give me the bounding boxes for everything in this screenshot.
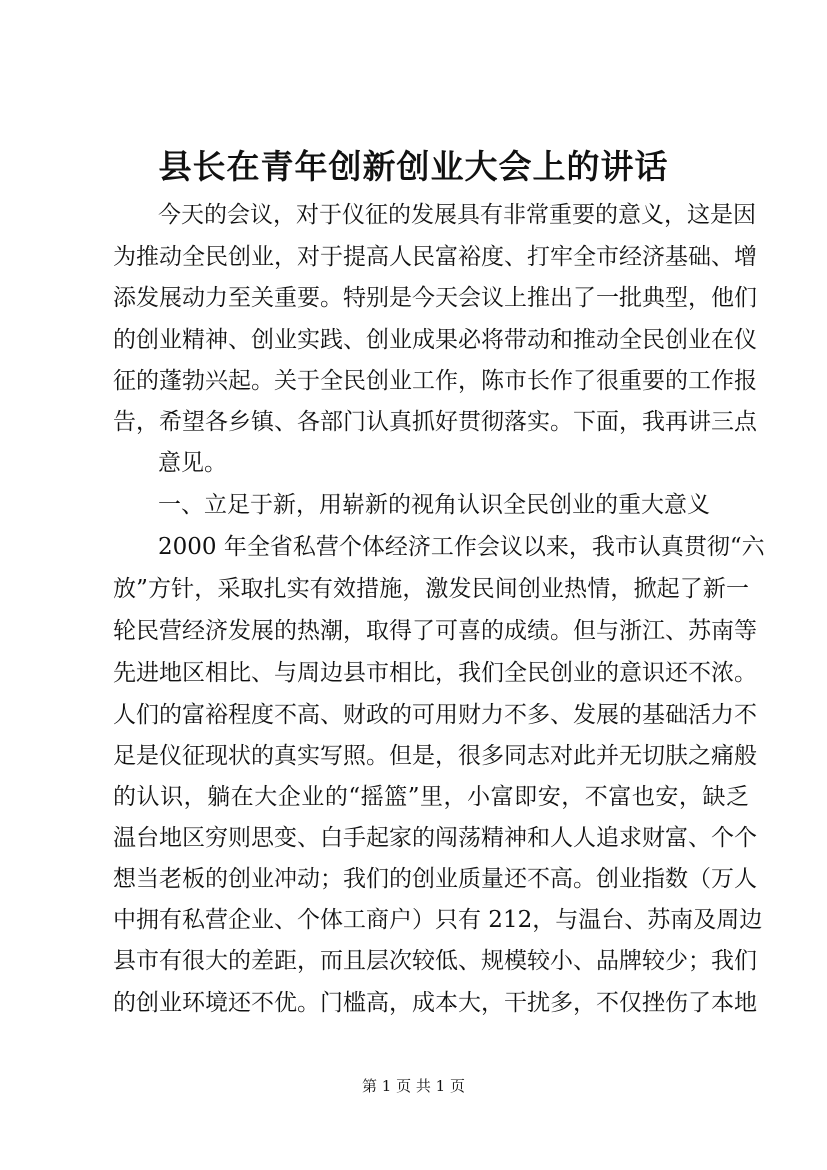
paragraph-line: 告，希望各乡镇、各部门认真抓好贯彻落实。下面，我再讲三点: [113, 409, 757, 435]
paragraph-line: 为推动全民创业，对于提高人民富裕度、打牢全市经济基础、增: [113, 244, 757, 270]
section-heading: 一、立足于新，用崭新的视角认识全民创业的重大意义: [158, 492, 710, 518]
paragraph-line: 征的蓬勃兴起。关于全民创业工作，陈市长作了很重要的工作报: [113, 368, 757, 394]
document-title: 县长在青年创新创业大会上的讲话: [158, 147, 669, 186]
paragraph-line: 足是仪征现状的真实写照。但是，很多同志对此并无切肤之痛般: [113, 743, 757, 769]
paragraph-line: 的认识，躺在大企业的“摇篮”里，小富即安，不富也安，缺乏: [113, 784, 749, 810]
paragraph-line: 的创业环境还不优。门槛高，成本大，干扰多，不仅挫伤了本地: [113, 990, 757, 1016]
paragraph-line: 2000 年全省私营个体经济工作会议以来，我市认真贯彻“六: [158, 534, 765, 560]
paragraph-line: 先进地区相比、与周边县市相比，我们全民创业的意识还不浓。: [113, 660, 757, 686]
paragraph-line: 今天的会议，对于仪征的发展具有非常重要的意义，这是因: [158, 202, 756, 228]
paragraph-line: 意见。: [158, 450, 227, 476]
paragraph-line: 的创业精神、创业实践、创业成果必将带动和推动全民创业在仪: [113, 327, 757, 353]
paragraph-line: 县市有很大的差距，而且层次较低、规模较小、品牌较少；我们: [113, 948, 757, 974]
page-footer: 第 1 页 共 1 页: [362, 1077, 465, 1095]
paragraph-line: 轮民营经济发展的热潮，取得了可喜的成绩。但与浙江、苏南等: [113, 618, 757, 644]
paragraph-line: 添发展动力至关重要。特别是今天会议上推出了一批典型，他们: [113, 285, 757, 311]
paragraph-line: 中拥有私营企业、个体工商户）只有 212，与温台、苏南及周边: [113, 907, 763, 933]
paragraph-line: 温台地区穷则思变、白手起家的闯荡精神和人人追求财富、个个: [113, 825, 757, 851]
paragraph-line: 放”方针，采取扎实有效措施，激发民间创业热情，掀起了新一: [113, 576, 749, 602]
paragraph-line: 人们的富裕程度不高、财政的可用财力不多、发展的基础活力不: [113, 702, 757, 728]
paragraph-line: 想当老板的创业冲动；我们的创业质量还不高。创业指数（万人: [113, 866, 757, 892]
